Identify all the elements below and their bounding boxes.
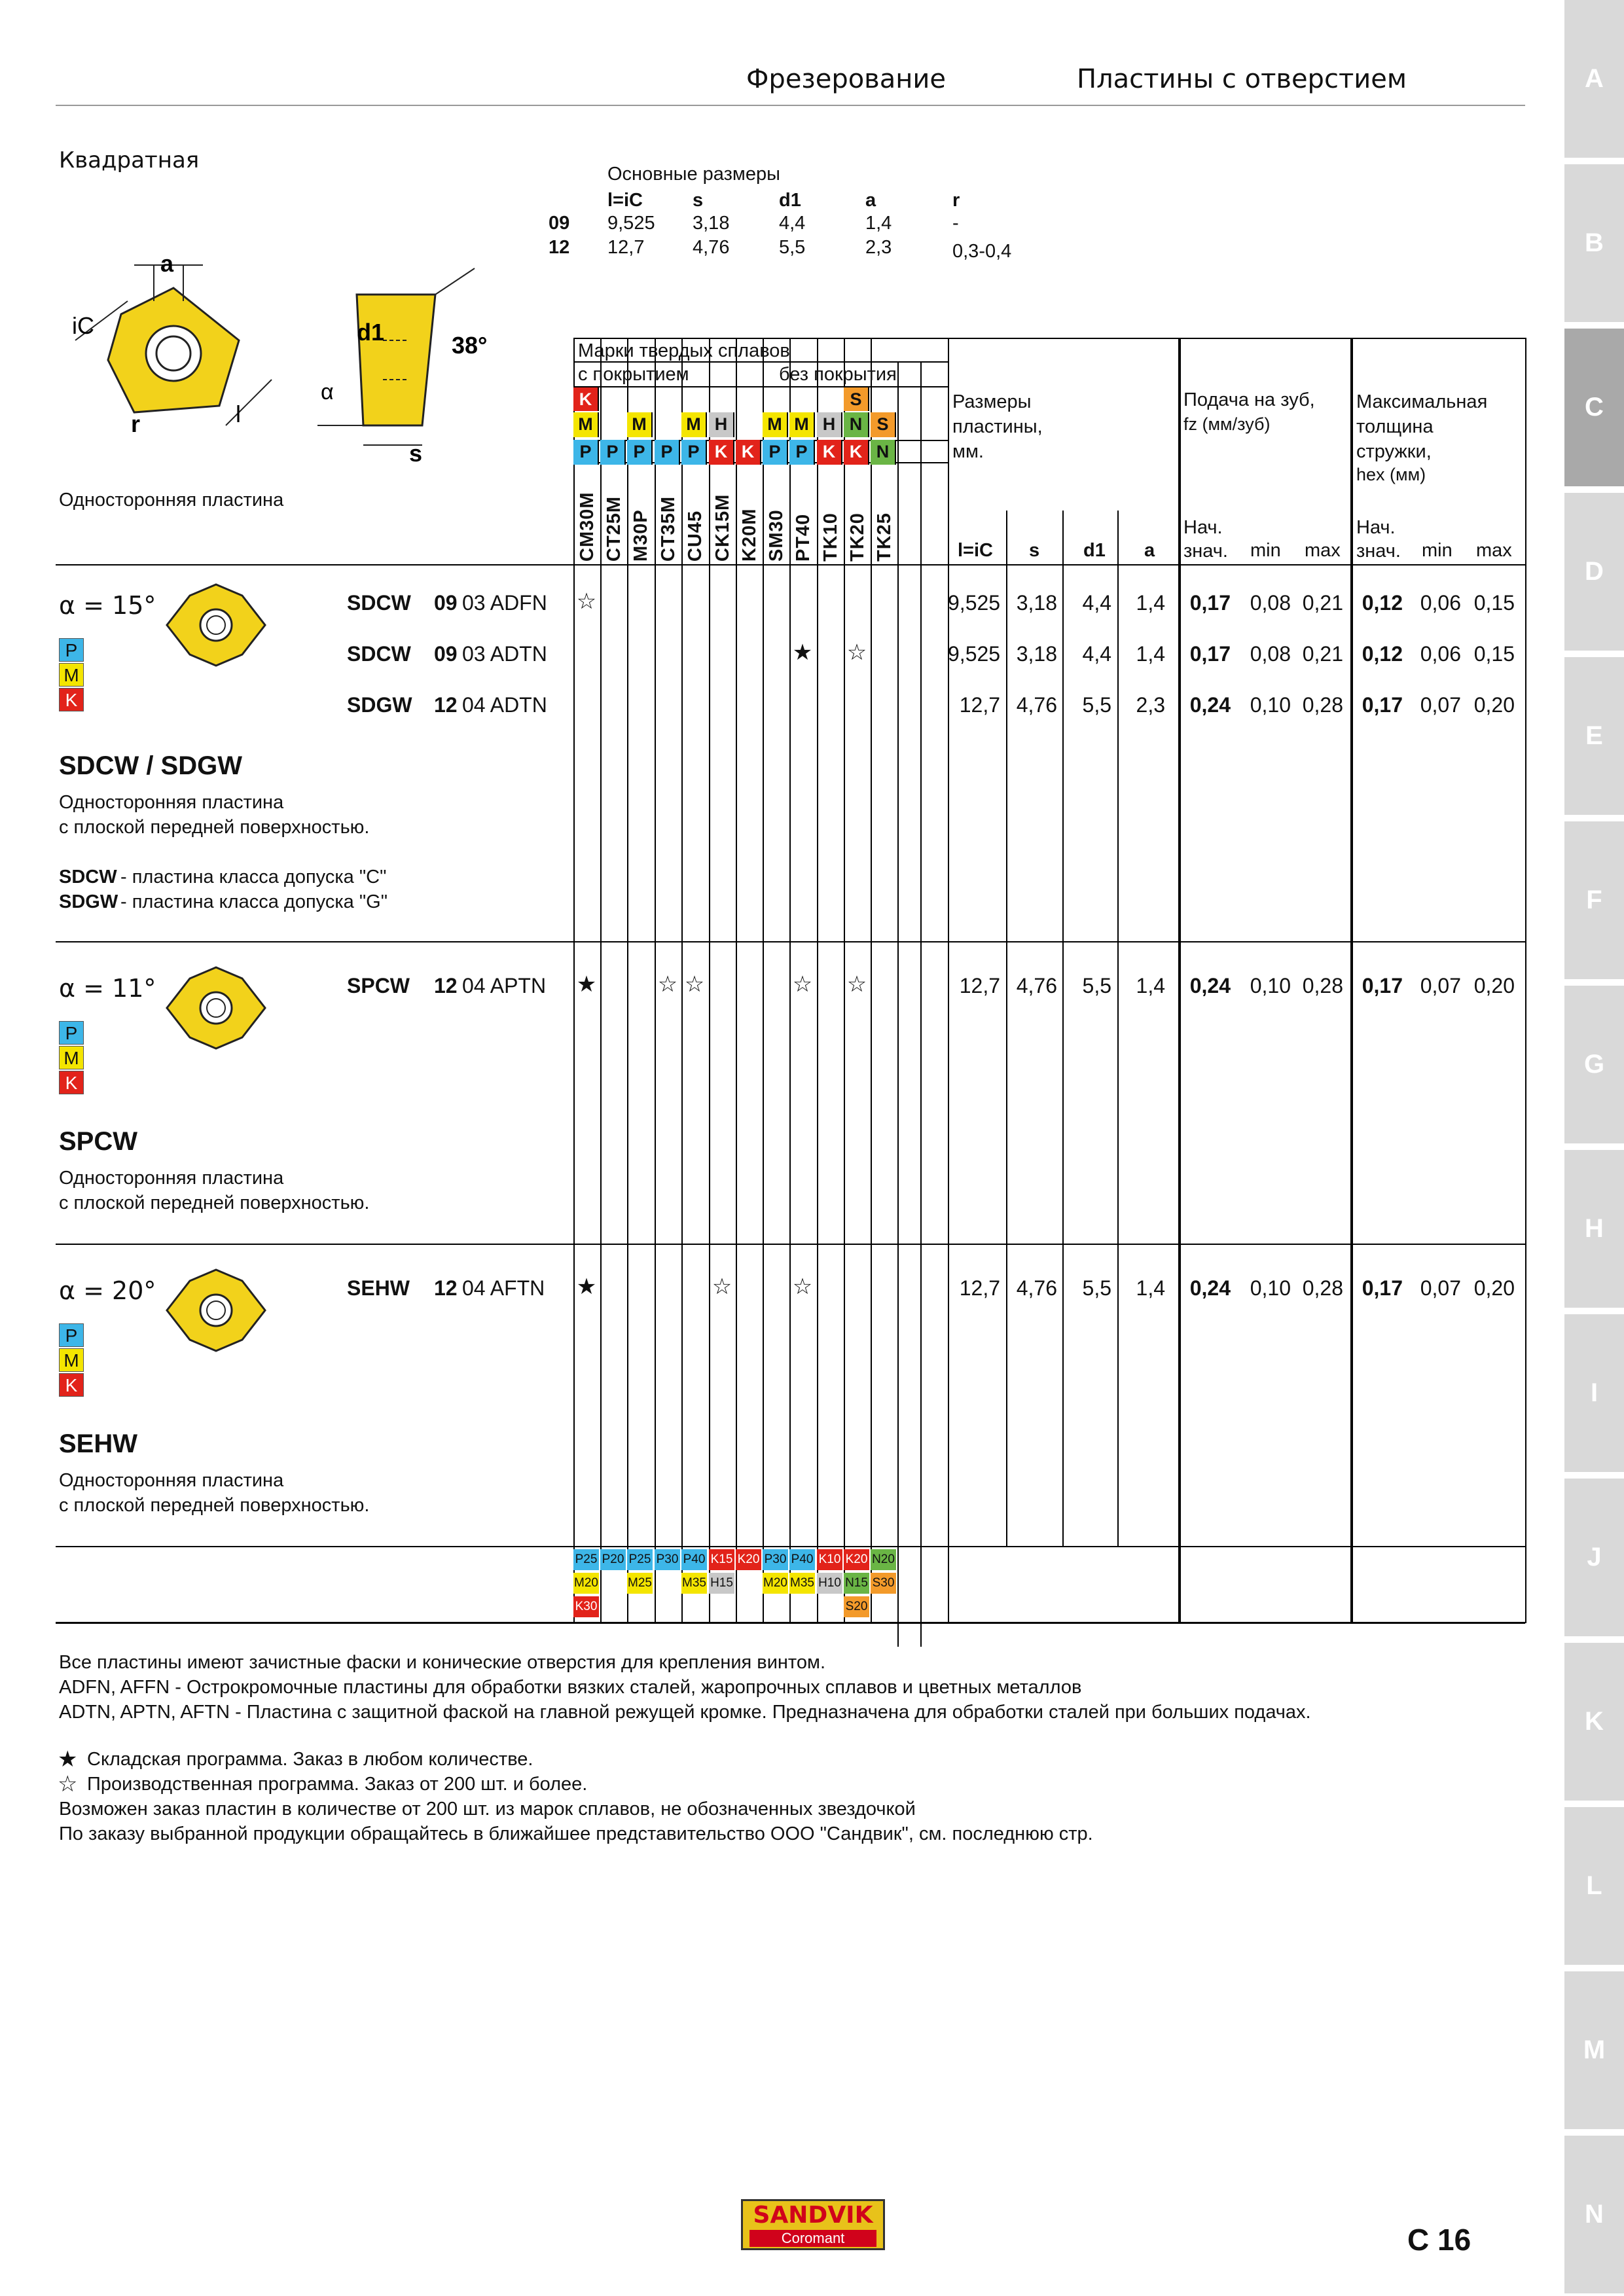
dim-value: 2,3 <box>1136 693 1165 717</box>
chip-value: 0,20 <box>1473 693 1515 717</box>
diagram-alpha-label: α <box>321 380 334 404</box>
dims-col-r: r <box>952 190 960 211</box>
group-desc-1: Односторонняя пластина <box>59 1168 284 1189</box>
feed-value: 0,28 <box>1302 693 1343 717</box>
dim-value: 4,4 <box>1082 591 1111 615</box>
grade-name-sm30: SM30 <box>766 509 787 562</box>
feed-value: 0,24 <box>1189 693 1231 717</box>
production-star-icon: ☆ <box>712 1274 732 1299</box>
dims-row-12-a: 2,3 <box>865 237 892 258</box>
tolerance-note-code: SDCW <box>59 867 117 888</box>
dim-value: 4,76 <box>1016 693 1057 717</box>
grade-name-cu45: CU45 <box>685 510 706 562</box>
production-star-icon: ☆ <box>792 1274 813 1299</box>
legend-contact: По заказу выбранной продукции обращайтесь в ближайшее представительство ООО "Сандвик", см. последнюю стр. <box>59 1823 1093 1844</box>
feed-value: 0,21 <box>1302 591 1343 615</box>
chip-max-label: max <box>1476 540 1512 561</box>
color-row-1-rule <box>573 386 948 387</box>
material-code-cell: P <box>655 440 680 465</box>
feed-value: 0,10 <box>1250 1276 1291 1300</box>
insert-designation: 04 AFTN <box>462 1276 545 1300</box>
chip-value: 0,06 <box>1420 591 1461 615</box>
material-code-cell: N <box>844 412 869 437</box>
side-tab-b[interactable]: B <box>1564 164 1624 322</box>
stock-star-icon: ★ <box>576 1274 597 1299</box>
diagram-d1-label: d1 <box>357 319 385 346</box>
iso-code-cell: H10 <box>817 1573 842 1594</box>
vline <box>871 338 872 1623</box>
dims-row-09-d1: 4,4 <box>779 213 806 234</box>
dim-value: 9,525 <box>948 591 1001 615</box>
header-title-left: Фрезерование <box>746 64 947 94</box>
grade-name-ck15m: CK15M <box>712 493 733 562</box>
insert-icon <box>157 962 275 1054</box>
insert-type: SPCW <box>347 974 410 997</box>
material-code-cell: H <box>709 412 734 437</box>
vline <box>600 338 602 1623</box>
insert-top-view <box>75 265 272 425</box>
material-code-cell: P <box>627 440 653 465</box>
dim-value: 3,18 <box>1016 642 1057 666</box>
tolerance-note-code: SDGW <box>59 891 118 912</box>
material-code-cell: P <box>763 440 788 465</box>
side-tab-f[interactable]: F <box>1564 821 1624 979</box>
chip-value: 0,17 <box>1362 1276 1403 1300</box>
dim-value: 5,5 <box>1082 693 1111 717</box>
chip-value: 0,15 <box>1473 591 1515 615</box>
dim-value: 12,7 <box>959 693 1000 717</box>
insert-size: 12 <box>434 693 458 717</box>
material-code-cell: M <box>789 412 815 437</box>
side-tab-n[interactable]: N <box>1564 2136 1624 2293</box>
iso-code-cell: P40 <box>681 1549 707 1570</box>
side-tab-d[interactable]: D <box>1564 493 1624 651</box>
iso-code-cell: P25 <box>573 1549 599 1570</box>
insert-icon <box>157 579 275 671</box>
iso-code-cell: P40 <box>789 1549 815 1570</box>
group-desc-1: Односторонняя пластина <box>59 1470 284 1491</box>
material-code-cell: M <box>681 412 707 437</box>
vline <box>817 338 818 1623</box>
grade-name-pt40: PT40 <box>793 513 814 562</box>
iso-code-cell: M25 <box>627 1573 653 1594</box>
group-name: SEHW <box>59 1429 137 1458</box>
grades-title: Марки твердых сплавов <box>578 340 790 361</box>
group-desc-2: с плоской передней поверхностью. <box>59 1193 370 1213</box>
chip-value: 0,07 <box>1420 974 1461 997</box>
iso-code-cell: S20 <box>844 1596 869 1617</box>
material-code-cell: K <box>844 440 869 465</box>
material-code-cell: S <box>871 412 896 437</box>
material-code-cell: P <box>789 440 815 465</box>
insert-type: SEHW <box>347 1276 410 1300</box>
dim-value: 4,4 <box>1082 642 1111 666</box>
group-name: SDCW / SDGW <box>59 751 242 780</box>
material-k-badge: K <box>59 1373 84 1397</box>
insert-side-view <box>317 268 475 445</box>
side-tab-a[interactable]: A <box>1564 0 1624 158</box>
production-star-icon: ☆ <box>846 972 867 997</box>
production-star-icon: ☆ <box>684 972 705 997</box>
production-star-icon: ☆ <box>657 972 678 997</box>
chip-unit: hex (мм) <box>1356 465 1426 484</box>
insert-designation: 03 ADFN <box>462 591 547 615</box>
feed-max-label: max <box>1305 540 1341 561</box>
insert-designation: 04 ADTN <box>462 693 547 717</box>
col-a: a <box>1144 540 1155 561</box>
material-code-cell: K <box>817 440 842 465</box>
dims-col-s: s <box>693 190 704 211</box>
iso-code-cell: N20 <box>871 1549 896 1570</box>
chip-value: 0,20 <box>1473 1276 1515 1300</box>
col-lic: l=iC <box>958 540 993 561</box>
col-s: s <box>1029 540 1040 561</box>
dim-value: 5,5 <box>1082 1276 1111 1300</box>
feed-value: 0,28 <box>1302 974 1343 997</box>
material-m-badge: M <box>59 663 84 687</box>
chip-value: 0,17 <box>1362 693 1403 717</box>
dim-value: 1,4 <box>1136 974 1165 997</box>
material-k-badge: K <box>59 1071 84 1094</box>
uncoated-label: без покрытия <box>779 364 897 385</box>
iso-code-cell: S30 <box>871 1573 896 1594</box>
section-title: Квадратная <box>59 147 200 173</box>
insert-size: 12 <box>434 1276 458 1300</box>
production-star-icon: ☆ <box>792 972 813 997</box>
dim-value: 9,525 <box>948 642 1001 666</box>
chip-value: 0,12 <box>1362 642 1403 666</box>
dims-row-12-s: 4,76 <box>693 237 730 258</box>
diagram-s-label: s <box>409 440 423 467</box>
header-rule <box>56 105 1525 106</box>
group-desc-2: с плоской передней поверхностью. <box>59 1495 370 1516</box>
insert-diagram <box>56 249 501 471</box>
material-code-cell: S <box>844 387 869 411</box>
grade-name-tk10: TK10 <box>820 512 841 562</box>
table-top-rule <box>573 338 1525 339</box>
material-code-cell: K <box>709 440 734 465</box>
insert-size: 09 <box>434 591 458 615</box>
diagram-ic-label: iC <box>72 312 94 339</box>
legend-possible: Возможен заказ пластин в количестве от 200 шт. из марок сплавов, не обозначенных звездочкой <box>59 1799 916 1820</box>
material-code-cell: M <box>573 412 599 437</box>
iso-code-cell: K10 <box>817 1549 842 1570</box>
single-sided-label: Односторонняя пластина <box>59 490 284 511</box>
logo-sub: Coromant <box>749 2230 876 2247</box>
insert-size: 12 <box>434 974 458 997</box>
insert-designation: 03 ADTN <box>462 642 547 666</box>
feed-value: 0,24 <box>1189 1276 1231 1300</box>
material-code-cell: N <box>871 440 896 465</box>
material-p-badge: P <box>59 1021 84 1045</box>
feed-title: Подача на зуб, <box>1183 389 1315 410</box>
sandvik-logo <box>741 2199 885 2250</box>
dims-col-a: a <box>865 190 876 211</box>
feed-start-label: Нач. знач. <box>1183 517 1228 562</box>
chip-value: 0,12 <box>1362 591 1403 615</box>
chip-value: 0,06 <box>1420 642 1461 666</box>
chip-value: 0,15 <box>1473 642 1515 666</box>
side-tab-e[interactable]: E <box>1564 657 1624 815</box>
iso-code-cell: P30 <box>763 1549 788 1570</box>
dim-value: 3,18 <box>1016 591 1057 615</box>
dim-value: 12,7 <box>959 1276 1000 1300</box>
feed-value: 0,17 <box>1189 591 1231 615</box>
dims-row-09-r: - <box>952 213 959 234</box>
header-title-right: Пластины с отверстием <box>1077 64 1407 94</box>
grade-name-cm30m: CM30M <box>577 492 598 562</box>
dims-row-09-a: 1,4 <box>865 213 892 234</box>
legend-outline-star-icon: ☆ <box>58 1772 78 1797</box>
note-3: ADTN, APTN, AFTN - Пластина с защитной фаской на главной режущей кромке. Предназначена для обработки сталей при больших подачах. <box>59 1702 1311 1723</box>
tolerance-note-text: - пластина класса допуска "C" <box>120 867 387 888</box>
dim-value: 1,4 <box>1136 642 1165 666</box>
legend-production: Производственная программа. Заказ от 200 шт. и более. <box>87 1774 588 1795</box>
feed-value: 0,28 <box>1302 1276 1343 1300</box>
feed-value: 0,10 <box>1250 693 1291 717</box>
iso-code-cell: H15 <box>709 1573 734 1594</box>
vline <box>736 338 737 1623</box>
vline <box>763 338 764 1623</box>
insert-type: SDGW <box>347 693 412 717</box>
vline <box>627 338 628 1623</box>
vline <box>709 338 710 1623</box>
dims-row-12-d1: 5,5 <box>779 237 806 258</box>
insert-type: SDCW <box>347 642 411 666</box>
grade-name-tk25: TK25 <box>874 512 895 562</box>
tolerance-note-text: - пластина класса допуска "G" <box>120 891 388 912</box>
side-tab-l[interactable]: L <box>1564 1807 1624 1965</box>
grade-name-ct35m: CT35M <box>658 495 679 562</box>
note-2: ADFN, AFFN - Острокромочные пластины для обработки вязких сталей, жаропрочных сплавов и цветных металлов <box>59 1677 1082 1698</box>
dims-row-09-s: 3,18 <box>693 213 730 234</box>
legend-filled-star-icon: ★ <box>58 1747 78 1772</box>
feed-value: 0,08 <box>1250 591 1291 615</box>
diagram-r-label: r <box>131 410 141 437</box>
chip-title: Максимальная толщина стружки, <box>1356 391 1488 462</box>
page-number: C 16 <box>1407 2223 1471 2257</box>
vline <box>920 361 922 1647</box>
stock-star-icon: ★ <box>576 972 597 997</box>
iso-code-cell: K20 <box>844 1549 869 1570</box>
iso-code-cell: M20 <box>573 1573 599 1594</box>
grade-name-ct25m: CT25M <box>604 495 624 562</box>
iso-code-cell: K15 <box>709 1549 734 1570</box>
material-code-cell: M <box>627 412 653 437</box>
dims-col-lic: l=iC <box>607 190 643 211</box>
chip-value: 0,20 <box>1473 974 1515 997</box>
diagram-l-label: l <box>236 401 241 427</box>
diagram-a-label: a <box>160 250 174 277</box>
iso-code-cell: M35 <box>789 1573 815 1594</box>
alpha-angle: α = 15° <box>59 591 156 620</box>
dims-row-12-r: 0,3-0,4 <box>952 241 1012 262</box>
side-tab-h[interactable]: H <box>1564 1150 1624 1308</box>
chip-value: 0,17 <box>1362 974 1403 997</box>
grade-name-tk20: TK20 <box>847 512 868 562</box>
feed-value: 0,17 <box>1189 642 1231 666</box>
dim-value: 1,4 <box>1136 591 1165 615</box>
iso-code-cell: P20 <box>600 1549 626 1570</box>
group-desc-2: с плоской передней поверхностью. <box>59 817 370 838</box>
dim-value: 5,5 <box>1082 974 1111 997</box>
production-star-icon: ☆ <box>846 640 867 665</box>
dim-value: 4,76 <box>1016 974 1057 997</box>
side-tab-m[interactable]: M <box>1564 1971 1624 2129</box>
chip-value: 0,07 <box>1420 1276 1461 1300</box>
side-tab-j[interactable]: J <box>1564 1479 1624 1636</box>
iso-code-cell: N15 <box>844 1573 869 1594</box>
side-tab-i[interactable]: I <box>1564 1314 1624 1472</box>
material-code-cell: K <box>736 440 761 465</box>
coated-label: с покрытием <box>578 364 689 385</box>
dim-value: 1,4 <box>1136 1276 1165 1300</box>
alpha-angle: α = 11° <box>59 974 156 1003</box>
material-code-cell: P <box>600 440 626 465</box>
feed-unit: fz (мм/зуб) <box>1183 414 1271 434</box>
logo-brand: SANDVIK <box>753 2202 873 2229</box>
insert-icon <box>157 1265 275 1356</box>
dim-value: 12,7 <box>959 974 1000 997</box>
iso-code-cell: K20 <box>736 1549 761 1570</box>
vline <box>1525 338 1526 1623</box>
alpha-angle: α = 20° <box>59 1276 156 1305</box>
feed-min-label: min <box>1250 540 1281 561</box>
dims-row-09-code: 09 <box>549 213 570 234</box>
material-p-badge: P <box>59 1323 84 1347</box>
side-tab-k[interactable]: K <box>1564 1643 1624 1801</box>
insert-type: SDCW <box>347 591 411 615</box>
dims-table-title: Размеры пластины, мм. <box>952 391 1043 462</box>
grade-name-m30p: M30P <box>630 509 651 562</box>
chip-min-label: min <box>1422 540 1453 561</box>
group-name: SPCW <box>59 1127 137 1156</box>
iso-code-cell: P30 <box>655 1549 680 1570</box>
material-code-cell: P <box>681 440 707 465</box>
dims-row-12-lic: 12,7 <box>607 237 645 258</box>
side-tab-c[interactable]: C <box>1564 329 1624 486</box>
production-star-icon: ☆ <box>576 589 597 614</box>
material-m-badge: M <box>59 1046 84 1069</box>
dims-row-12-code: 12 <box>549 237 570 258</box>
vline <box>897 361 899 1647</box>
col-d1: d1 <box>1083 540 1106 561</box>
feed-value: 0,08 <box>1250 642 1291 666</box>
feed-value: 0,21 <box>1302 642 1343 666</box>
material-m-badge: M <box>59 1348 84 1372</box>
material-code-cell: M <box>763 412 788 437</box>
iso-code-cell: K30 <box>573 1596 599 1617</box>
dims-col-d1: d1 <box>779 190 801 211</box>
iso-code-cell: M35 <box>681 1573 707 1594</box>
material-code-cell: P <box>573 440 599 465</box>
dims-row-09-lic: 9,525 <box>607 213 655 234</box>
material-code-cell: H <box>817 412 842 437</box>
material-code-cell: K <box>573 387 599 411</box>
stock-star-icon: ★ <box>792 640 813 665</box>
diagram-angle-label: 38° <box>452 332 488 359</box>
grade-name-k20m: K20M <box>739 508 760 562</box>
chip-value: 0,07 <box>1420 693 1461 717</box>
chip-start-label: Нач. знач. <box>1356 517 1401 562</box>
insert-designation: 04 APTN <box>462 974 547 997</box>
insert-size: 09 <box>434 642 458 666</box>
dims-title: Основные размеры <box>607 164 780 185</box>
material-p-badge: P <box>59 638 84 662</box>
feed-value: 0,10 <box>1250 974 1291 997</box>
group-desc-1: Односторонняя пластина <box>59 792 284 813</box>
iso-code-cell: P25 <box>627 1549 653 1570</box>
iso-code-cell: M20 <box>763 1573 788 1594</box>
feed-value: 0,24 <box>1189 974 1231 997</box>
legend-stock: Складская программа. Заказ в любом количестве. <box>87 1749 533 1770</box>
note-1: Все пластины имеют зачистные фаски и конические отверстия для крепления винтом. <box>59 1652 826 1673</box>
dim-value: 4,76 <box>1016 1276 1057 1300</box>
side-tab-g[interactable]: G <box>1564 986 1624 1143</box>
material-k-badge: K <box>59 688 84 711</box>
